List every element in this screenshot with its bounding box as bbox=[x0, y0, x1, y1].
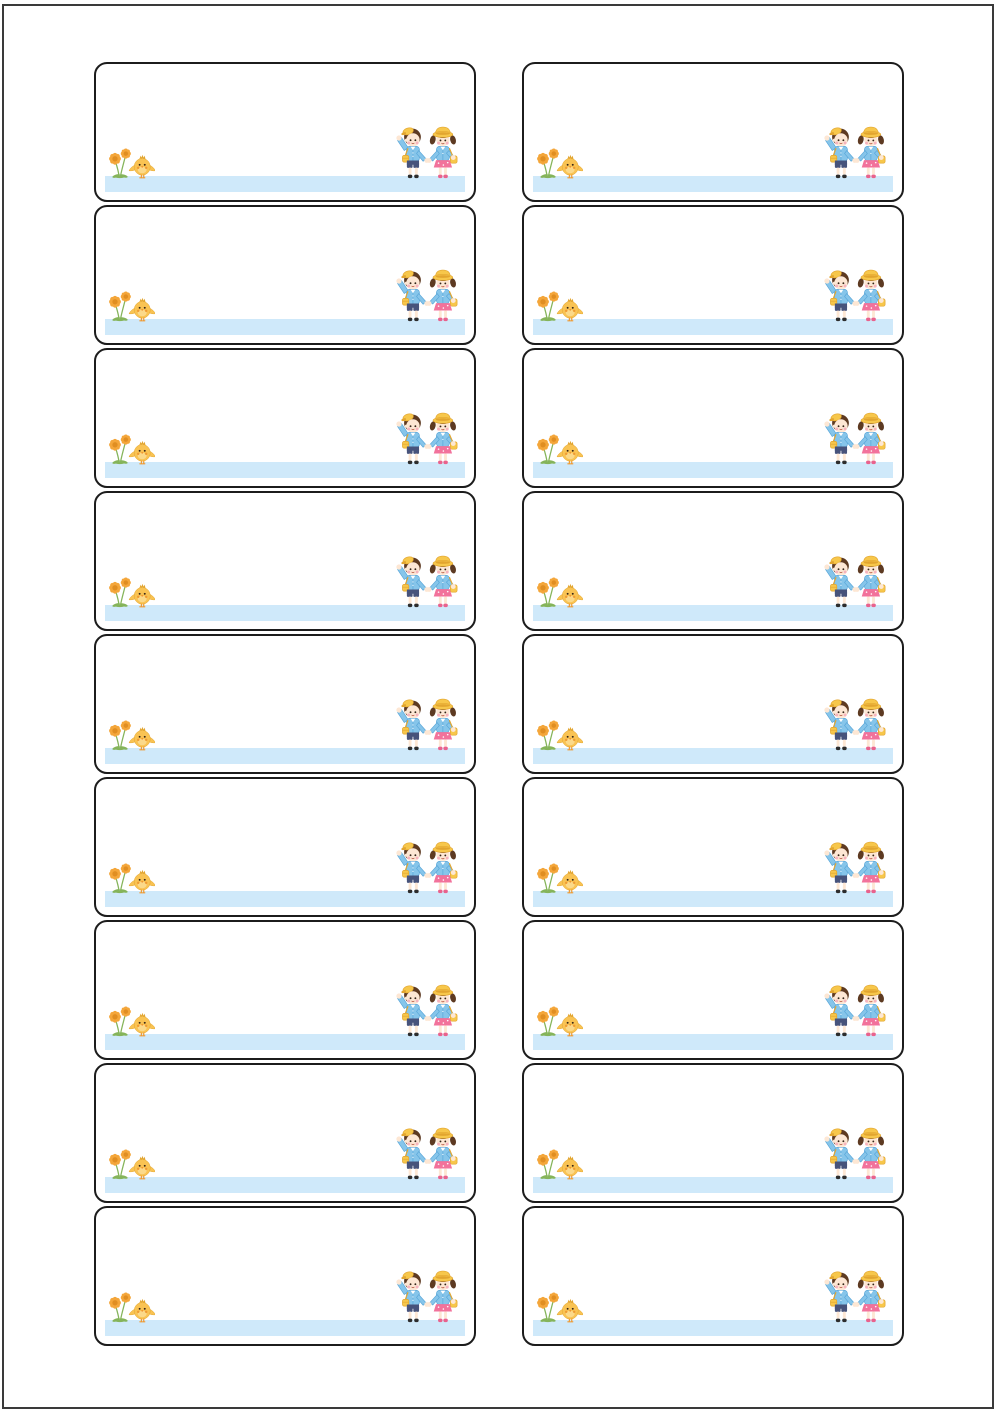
label-text bbox=[160, 317, 382, 337]
name-label bbox=[94, 1063, 476, 1203]
label-text bbox=[160, 1318, 382, 1338]
flowers-and-chick-icon bbox=[107, 1146, 155, 1180]
boy-and-girl-icon bbox=[392, 696, 460, 752]
boy-and-girl-icon bbox=[392, 1268, 460, 1324]
flowers-and-chick-icon bbox=[107, 145, 155, 179]
name-label bbox=[94, 348, 476, 488]
flowers-and-chick-icon bbox=[535, 717, 583, 751]
boy-and-girl-icon bbox=[392, 553, 460, 609]
name-label bbox=[94, 777, 476, 917]
flowers-and-chick-icon bbox=[535, 860, 583, 894]
boy-and-girl-icon bbox=[392, 982, 460, 1038]
label-text bbox=[588, 746, 810, 766]
boy-and-girl-icon bbox=[820, 410, 888, 466]
name-label bbox=[522, 920, 904, 1060]
flowers-and-chick-icon bbox=[107, 1003, 155, 1037]
boy-and-girl-icon bbox=[820, 267, 888, 323]
label-text bbox=[588, 603, 810, 623]
boy-and-girl-icon bbox=[820, 696, 888, 752]
flowers-and-chick-icon bbox=[535, 145, 583, 179]
boy-and-girl-icon bbox=[392, 839, 460, 895]
boy-and-girl-icon bbox=[392, 267, 460, 323]
label-text bbox=[588, 889, 810, 909]
boy-and-girl-icon bbox=[392, 410, 460, 466]
name-label bbox=[522, 62, 904, 202]
name-label bbox=[94, 634, 476, 774]
name-label bbox=[522, 1206, 904, 1346]
flowers-and-chick-icon bbox=[535, 1003, 583, 1037]
flowers-and-chick-icon bbox=[107, 288, 155, 322]
boy-and-girl-icon bbox=[820, 1268, 888, 1324]
name-label bbox=[522, 634, 904, 774]
label-text bbox=[588, 1175, 810, 1195]
name-label bbox=[94, 491, 476, 631]
boy-and-girl-icon bbox=[820, 1125, 888, 1181]
boy-and-girl-icon bbox=[392, 124, 460, 180]
boy-and-girl-icon bbox=[820, 553, 888, 609]
label-text bbox=[588, 174, 810, 194]
name-label bbox=[94, 62, 476, 202]
flowers-and-chick-icon bbox=[107, 1289, 155, 1323]
label-text bbox=[160, 746, 382, 766]
name-label bbox=[94, 920, 476, 1060]
flowers-and-chick-icon bbox=[535, 288, 583, 322]
flowers-and-chick-icon bbox=[535, 1146, 583, 1180]
boy-and-girl-icon bbox=[820, 839, 888, 895]
label-text bbox=[160, 889, 382, 909]
label-text bbox=[588, 1032, 810, 1052]
label-text bbox=[160, 1175, 382, 1195]
name-label bbox=[522, 205, 904, 345]
flowers-and-chick-icon bbox=[107, 574, 155, 608]
flowers-and-chick-icon bbox=[535, 1289, 583, 1323]
boy-and-girl-icon bbox=[392, 1125, 460, 1181]
label-text bbox=[588, 1318, 810, 1338]
flowers-and-chick-icon bbox=[535, 574, 583, 608]
name-label bbox=[522, 348, 904, 488]
boy-and-girl-icon bbox=[820, 124, 888, 180]
label-text bbox=[588, 460, 810, 480]
label-text bbox=[160, 460, 382, 480]
flowers-and-chick-icon bbox=[535, 431, 583, 465]
flowers-and-chick-icon bbox=[107, 431, 155, 465]
name-label bbox=[94, 1206, 476, 1346]
name-label bbox=[522, 777, 904, 917]
label-text bbox=[588, 317, 810, 337]
name-label bbox=[522, 1063, 904, 1203]
name-label bbox=[522, 491, 904, 631]
label-text bbox=[160, 603, 382, 623]
boy-and-girl-icon bbox=[820, 982, 888, 1038]
flowers-and-chick-icon bbox=[107, 860, 155, 894]
labels-grid bbox=[94, 62, 904, 1346]
flowers-and-chick-icon bbox=[107, 717, 155, 751]
label-text bbox=[160, 174, 382, 194]
label-text bbox=[160, 1032, 382, 1052]
name-label bbox=[94, 205, 476, 345]
